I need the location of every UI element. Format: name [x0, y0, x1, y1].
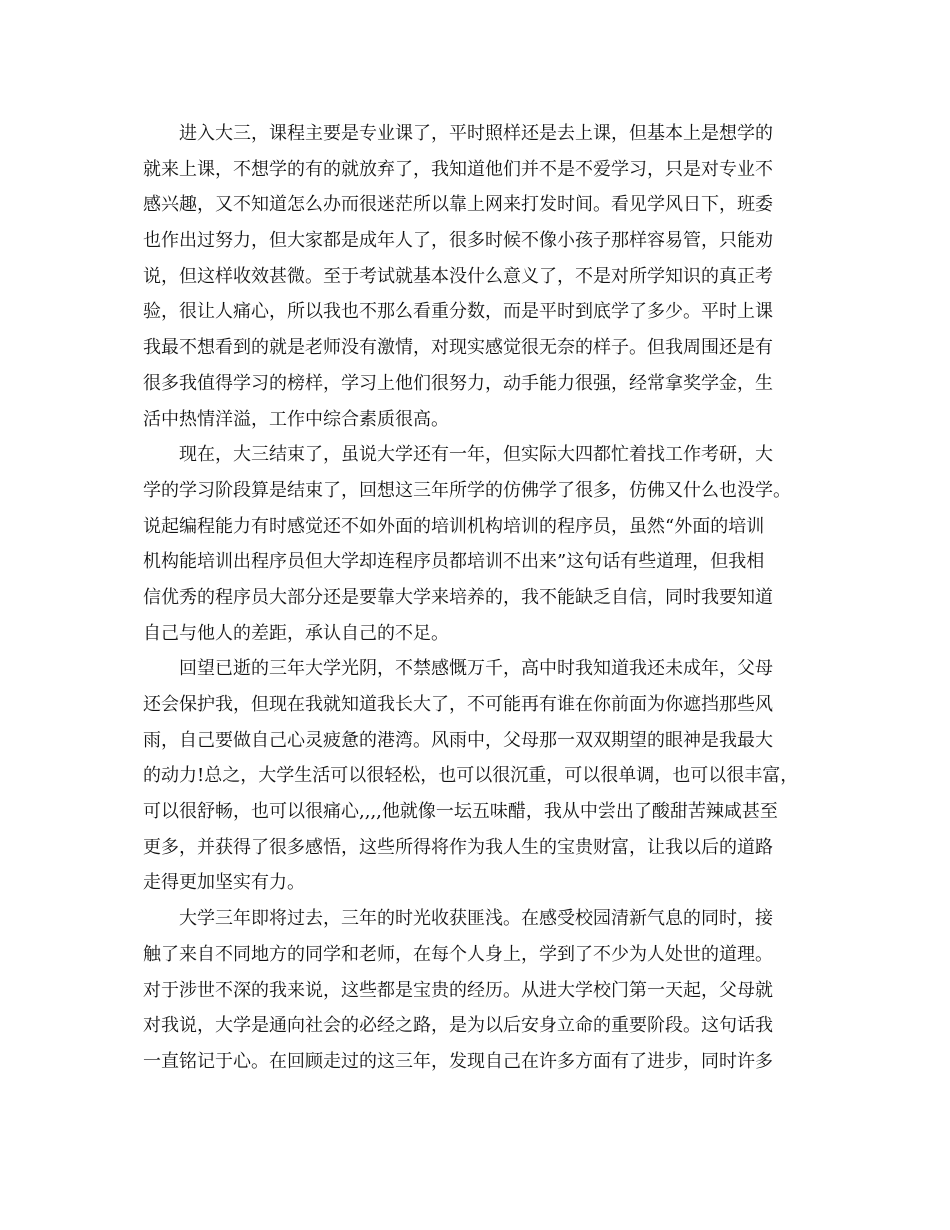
- text-line: 就来上课，不想学的有的就放弃了，我知道他们并不是不爱学习，只是对专业不: [143, 158, 773, 180]
- text-line: 感兴趣，又不知道怎么办而很迷茫所以靠上网来打发时间。看见学风日下，班委: [143, 194, 773, 216]
- text-line: 的动力!总之，大学生活可以很轻松，也可以很沉重，可以很单调，也可以很丰富，: [143, 765, 799, 787]
- text-line: 还会保护我，但现在我就知道我长大了，不可能再有谁在你前面为你遮挡那些风: [143, 694, 773, 715]
- text-line: 对于涉世不深的我来说，这些都是宝贵的经历。从进大学校门第一天起，父母就: [143, 979, 773, 1001]
- text-line: 进入大三，课程主要是专业课了，平时照样还是去上课，但基本上是想学的: [179, 123, 773, 144]
- text-line: 验，很让人痛心，所以我也不那么看重分数，而是平时到底学了多少。平时上课: [143, 301, 773, 323]
- text-line: 回望已逝的三年大学光阴，不禁感慨万千，高中时我知道我还未成年，父母: [179, 658, 773, 680]
- text-line: 也作出过努力，但大家都是成年人了，很多时候不像小孩子那样容易管，只能劝: [143, 230, 773, 252]
- text-line: 一直铭记于心。在回顾走过的这三年，发现自己在许多方面有了进步，同时许多: [143, 1050, 773, 1072]
- text-line: 很多我值得学习的榜样，学习上他们很努力，动手能力很强，经常拿奖学金，生: [143, 372, 773, 394]
- text-line: 雨，自己要做自己心灵疲惫的港湾。风雨中，父母那一双双期望的眼神是我最大: [143, 729, 773, 751]
- paragraph-3: [143, 651, 813, 901]
- paragraph-1: [143, 116, 813, 437]
- text-line: 走得更加坚实有力。: [143, 872, 305, 894]
- text-line: 可以很舒畅，也可以很痛心,,,,他就像一坛五味醋，我从中尝出了酸甜苦辣咸甚至: [143, 801, 778, 823]
- text-line: 对我说，大学是通向社会的必经之路，是为以后安身立命的重要阶段。这句话我: [143, 1015, 773, 1037]
- text-line: 信优秀的程序员大部分还是要靠大学来培养的，我不能缺乏自信，同时我要知道: [143, 586, 773, 608]
- text-line: 我最不想看到的就是老师没有激情，对现实感觉很无奈的样子。但我周围还是有: [143, 337, 773, 359]
- text-line: 自己与他人的差距，承认自己的不足。: [143, 622, 449, 644]
- text-line: 更多，并获得了很多感悟，这些所得将作为我人生的宝贵财富，让我以后的道路: [143, 836, 773, 858]
- text-line: 说，但这样收效甚微。至于考试就基本没什么意义了，不是对所学知识的真正考: [143, 265, 773, 287]
- paragraph-4: [143, 901, 813, 1079]
- text-line: 现在，大三结束了，虽说大学还有一年，但实际大四都忙着找工作考研，大: [179, 444, 773, 466]
- text-line: 触了来自不同地方的同学和老师，在每个人身上，学到了不少为人处世的道理。: [143, 943, 773, 965]
- text-line: 机构能培训出程序员但大学却连程序员都培训不出来”这句话有些道理，但我相: [143, 551, 765, 573]
- body-text: [143, 116, 813, 1080]
- text-line: 说起编程能力有时感觉还不如外面的培训机构培训的程序员，虽然“外面的培训: [143, 515, 765, 537]
- text-line: 学的学习阶段算是结束了，回想这三年所学的仿佛学了很多，仿佛又什么也没学。: [143, 479, 791, 501]
- text-line: 大学三年即将过去，三年的时光收获匪浅。在感受校园清新气息的同时，接: [179, 908, 773, 930]
- text-line: 活中热情洋溢，工作中综合素质很高。: [143, 408, 449, 430]
- paragraph-2: [143, 437, 813, 651]
